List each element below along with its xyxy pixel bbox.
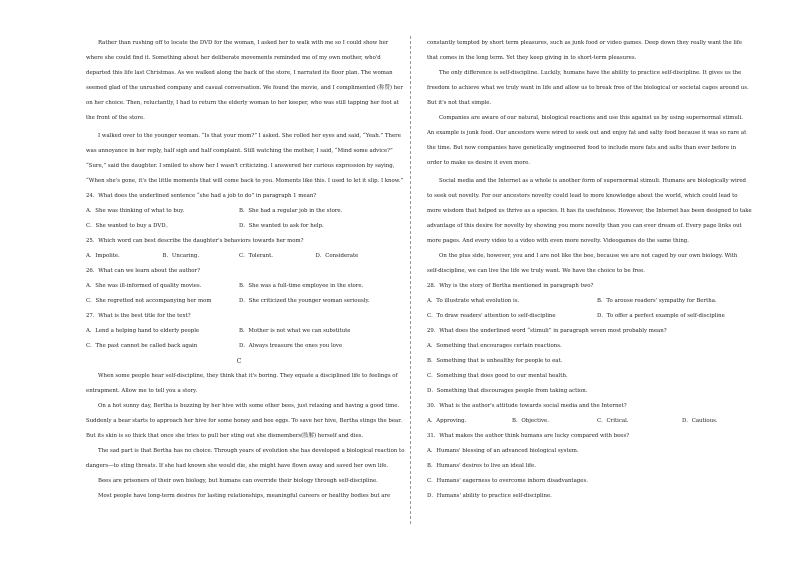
text-line: seemed glad of the unrushed company and casual conversation. We found the movie, and I complimented (称赞) her	[86, 85, 403, 91]
column-divider	[410, 36, 411, 524]
text-line: was annoyance in her reply, half sigh and half complaint. Still watching the mother, I said, “Mind some advice?”	[86, 148, 393, 154]
option: B．To arouse readers' sympathy for Bertha.	[597, 298, 717, 304]
text-line: that comes in the long term. Yet they keep giving in to short-term pleasures.	[427, 55, 637, 61]
text-line: more wisdom that helped us thrive as a species. It has its usefulness. However, the Internet has been designed to take	[427, 208, 752, 214]
option: B．Objective.	[512, 418, 549, 424]
option: D．Cautious.	[682, 418, 718, 424]
option: B．She had a regular job in the store.	[239, 208, 343, 214]
option: C．Critical.	[597, 418, 629, 424]
option: C．Humans' eagerness to overcome inborn disadvantages.	[427, 478, 588, 484]
question-31: 31．What makes the author think humans are lucky compared with bees?	[427, 433, 630, 439]
option: D．She criticized the younger woman seriously.	[239, 298, 370, 304]
option: C．Something that does good to our mental health.	[427, 373, 568, 379]
text-line: Suddenly a bear starts to approach her hive for some honey and bee eggs. To save her hive, Bertha stings the bear.	[86, 418, 402, 424]
option: D．Considerate	[315, 253, 359, 259]
text-line: But it's not that simple.	[427, 100, 492, 106]
option: C．She regretted not accompanying her mom	[86, 298, 212, 304]
text-line: On a hot sunny day, Bertha is buzzing by her hive with some other bees, just relaxing and having a good time.	[98, 403, 400, 409]
option: A．Humans' blessing of an advanced biological system.	[427, 448, 579, 454]
text-line: Companies are aware of our natural, biological reactions and use this against us by using supernormal stimuli.	[439, 115, 744, 121]
text-line: The sad part is that Bertha has no choice. Through years of evolution she has developed a biological reaction to	[98, 448, 405, 454]
option: B．Mother is not what we can substitute	[239, 328, 351, 334]
option: B．Something that is unhealthy for people to eat.	[427, 358, 563, 364]
option: B．She was a full-time employee in the store.	[239, 283, 364, 289]
option: A．She was ill-informed of quality movies.	[86, 283, 202, 289]
question-28: 28．Why is the story of Bertha mentioned in paragraph two?	[427, 283, 594, 289]
option: D．Humans' ability to practice self-discipline.	[427, 493, 552, 499]
text-line: constantly tempted by short term pleasures, such as junk food or video games. Deep down they really want the life	[427, 40, 743, 46]
option: C．The past cannot be called back again	[86, 343, 198, 349]
question-26: 26．What can we learn about the author?	[86, 268, 201, 274]
text-line: I walked over to the younger woman. “Is that your mom?” I asked. She rolled her eyes and said, “Yeah.” There	[98, 133, 401, 139]
option: D．Something that discourages people from taking action.	[427, 388, 588, 394]
text-line: Bees are prisoners of their own biology, but humans can override their biology through self-discipline.	[98, 478, 378, 484]
question-25: 25．Which word can best describe the daughter's behaviors towards her mom?	[86, 238, 304, 244]
option: A．To illustrate what evolution is.	[427, 298, 520, 304]
option: A．Lend a helping hand to elderly people	[86, 328, 200, 334]
option: D．She wanted to ask for help.	[239, 223, 324, 229]
text-line: the front of the store.	[86, 115, 145, 121]
text-line: advantage of this desire for novelty by showing you more novelty than you can ever dream of. Every page links out	[427, 223, 742, 229]
text-line: An example is junk food. Our ancestors were wired to seek out and enjoy fat and salty food because it was so rare at	[427, 130, 747, 136]
option: C．To draw readers' attention to self-discipline	[427, 313, 556, 319]
text-line: more pages. And every video to a video with even more novelty. Videogames do the same thing.	[427, 238, 689, 244]
text-line: When some people hear self-discipline, they think that it's boring. They equate a disciplined life to feelings of	[98, 373, 398, 379]
question-30: 30．What is the author's attitude towards social media and the Internet?	[427, 403, 627, 409]
question-29: 29．What does the underlined word “stimuli” in paragraph seven most probably mean?	[427, 328, 667, 334]
text-line: Most people have long-term desires for lasting relationships, meaningful careers or healthy bodies but are	[98, 493, 391, 499]
text-line: Rather than rushing off to locate the DVD for the woman, I asked her to walk with me so I could show her	[98, 40, 389, 46]
text-line: On the plus side, however, you and I are not like the bee, because we are not caged by our own biology. With	[439, 253, 738, 259]
question-24: 24．What does the underlined sentence “she had a job to do” in paragraph 1 mean?	[86, 193, 317, 199]
option: C．Tolerant.	[239, 253, 273, 259]
text-line: “When she's gone, it's the little moments that will come back to you. Moments like this. I used to let it slip. I know.”	[86, 178, 404, 184]
option: B．Humans' desires to live an ideal life.	[427, 463, 536, 469]
option: C．She wanted to buy a DVD。	[86, 223, 171, 229]
option: A．Impolite.	[86, 253, 120, 259]
text-line: departed this life last Christmas. As we walked along the back of the store, I narrated its floor plan. The woman	[86, 70, 393, 76]
text-line: Social media and the Internet as a whole is another form of supernormal stimuli. Humans are biologically wired	[439, 178, 746, 184]
text-line: “Sure,” said the daughter. I smiled to show her I wasn't criticizing. I answered her curious expression by saying,	[86, 163, 395, 169]
option: D．Always treasure the ones you love	[239, 343, 343, 349]
text-line: where she could find it. Something about her deliberate movements reminded me of my own mother, who'd	[86, 55, 381, 61]
text-line: But its skin is so thick that once she tries to pull her sting out she dismembers(肢解) herself and dies.	[86, 433, 364, 439]
text-line: entrapment. Allow me to tell you a story.	[86, 388, 198, 394]
option: D．To offer a perfect example of self-discipline	[597, 313, 725, 319]
text-line: freedom to achieve what we truly want in life and allow us to break free of the biological or societal cages around us.	[427, 85, 749, 91]
option: A．She was thinking of what to buy.	[86, 208, 185, 214]
text-line: self-discipline, we can live the life we truly want. We have the choice to be free.	[427, 268, 646, 274]
option: A．Approving.	[427, 418, 467, 424]
section-heading: C	[236, 358, 242, 365]
text-line: The only difference is self-discipline. Luckily, humans have the ability to practice self-discipline. It gives us the	[439, 70, 742, 76]
question-27: 27．What is the best title for the text?	[86, 313, 191, 319]
text-line: order to make us desire it even more.	[427, 160, 530, 166]
text-line: on her choice. Then, reluctantly, I had to return the elderly woman to her keeper, who was still tapping her foot at	[86, 100, 399, 106]
option: A．Something that encourages certain reactions.	[427, 343, 562, 349]
text-line: dangers—to sting threats. If she had known she would die, she might have flown away and saved her own life.	[86, 463, 389, 469]
text-line: the time. But now companies have genetically engineered food to include more fats and salts than ever before in	[427, 145, 737, 151]
option: B．Uncaring.	[162, 253, 200, 259]
text-line: to seek out novelty. For our ancestors novelty could lead to more knowledge about the world, which could lead to	[427, 193, 738, 199]
